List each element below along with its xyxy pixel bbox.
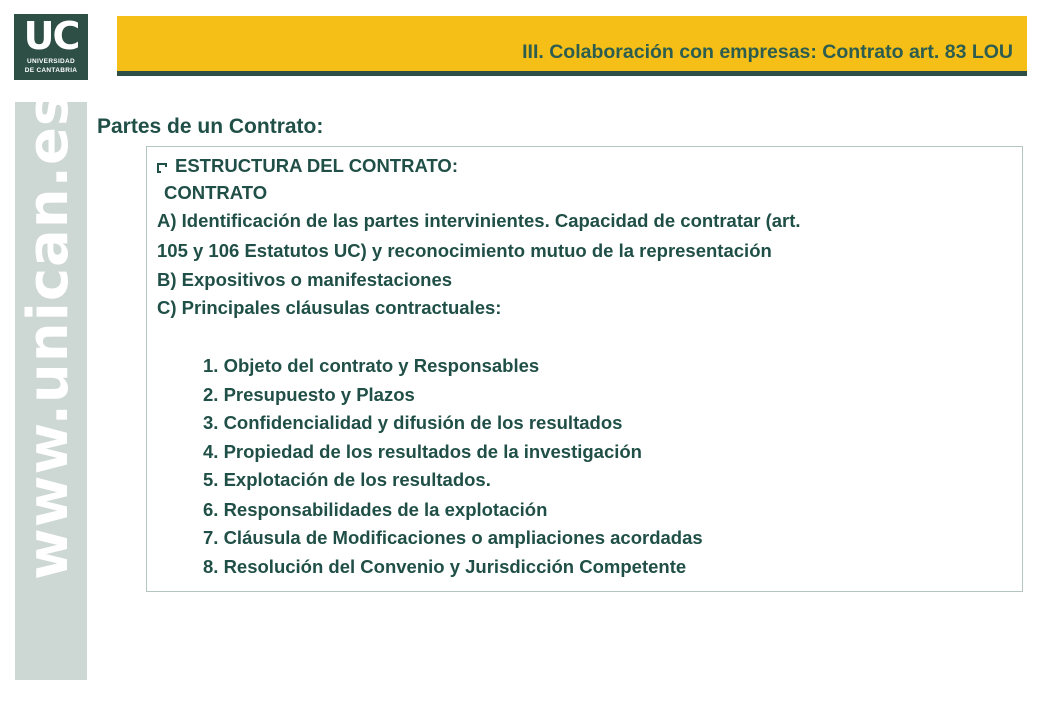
checkbox-bullet-icon bbox=[157, 163, 167, 173]
section-title: Partes de un Contrato: bbox=[97, 115, 324, 138]
content-box bbox=[146, 146, 1023, 592]
header-bar bbox=[117, 16, 1027, 71]
logo-line-2: DE CANTABRIA bbox=[24, 67, 78, 74]
clause-item: 6. Responsabilidades de la explotación bbox=[203, 499, 548, 520]
clause-item: 5. Explotación de los resultados. bbox=[203, 469, 491, 490]
paragraph-b: B) Expositivos o manifestaciones bbox=[157, 269, 453, 290]
content-heading-row bbox=[157, 155, 458, 177]
clause-item: 4. Propiedad de los resultados de la investigación bbox=[203, 441, 642, 462]
clause-item: 1. Objeto del contrato y Responsables bbox=[203, 355, 540, 376]
clause-item: 7. Cláusula de Modificaciones o ampliaciones acordadas bbox=[203, 527, 703, 548]
university-logo bbox=[14, 14, 88, 80]
clause-item: 8. Resolución del Convenio y Jurisdicción Competente bbox=[203, 556, 687, 577]
header-divider bbox=[117, 71, 1027, 76]
logo-mark: UC bbox=[23, 14, 79, 58]
content-heading: ESTRUCTURA DEL CONTRATO: bbox=[175, 155, 458, 176]
logo-line-1: UNIVERSIDAD bbox=[26, 58, 76, 65]
paragraph-a-line-1: A) Identificación de las partes intervinientes. Capacidad de contratar (art. bbox=[157, 210, 801, 231]
clause-item: 2. Presupuesto y Plazos bbox=[203, 384, 415, 405]
header-title: III. Colaboración con empresas: Contrato art. 83 LOU bbox=[522, 41, 1013, 63]
clause-item: 3. Confidencialidad y difusión de los resultados bbox=[203, 412, 623, 433]
content-subheading: CONTRATO bbox=[164, 182, 268, 203]
sidebar-url: www.unican.es bbox=[16, 91, 81, 580]
paragraph-c: C) Principales cláusulas contractuales: bbox=[157, 297, 502, 318]
paragraph-a-line-2: 105 y 106 Estatutos UC) y reconocimiento mutuo de la representación bbox=[157, 240, 772, 261]
